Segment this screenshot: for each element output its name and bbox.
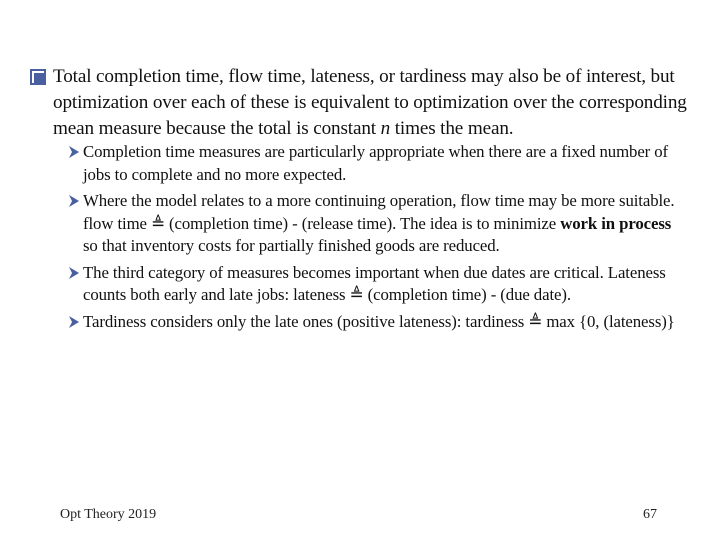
main-bullet bbox=[30, 64, 690, 142]
sub-item-text: Tardiness considers only the late ones (positive lateness): tardiness ≜ max {0, (lateness)} bbox=[83, 311, 675, 331]
sub-item-text: Where the model relates to a more continuing operation, flow time may be more suitable. flow time ≜ (completion time) - (release time). The idea is to minimize work in process so that inventory costs for partially finished goods are reduced. bbox=[83, 191, 675, 255]
arrow-bullet-icon bbox=[68, 315, 80, 329]
sub-item-text: The third category of measures becomes important when due dates are critical. Lateness counts both early and late jobs: lateness ≜ (completion time) - (due date). bbox=[83, 262, 666, 304]
list-item bbox=[68, 141, 688, 186]
footer-page-number: 67 bbox=[643, 507, 657, 522]
checkbox-square-icon bbox=[30, 69, 46, 85]
main-bullet-text: Total completion time, flow time, lateness, or tardiness may also be of interest, but optimization over each of these is equivalent to optimization over the corresponding mean measure because the total is constant n times the mean. bbox=[53, 66, 687, 139]
arrow-bullet-icon bbox=[68, 145, 80, 159]
footer-course-label: Opt Theory 2019 bbox=[60, 507, 157, 522]
arrow-bullet-icon bbox=[68, 194, 80, 208]
list-item bbox=[68, 311, 688, 334]
bold-phrase: work in process bbox=[560, 213, 672, 233]
list-item bbox=[68, 190, 688, 258]
list-item bbox=[68, 262, 688, 307]
arrow-bullet-icon bbox=[68, 266, 80, 280]
sub-item-text: Completion time measures are particularly appropriate when there are a fixed number of jobs to complete and no more expected. bbox=[83, 142, 669, 184]
sub-bullet-list bbox=[68, 141, 688, 337]
